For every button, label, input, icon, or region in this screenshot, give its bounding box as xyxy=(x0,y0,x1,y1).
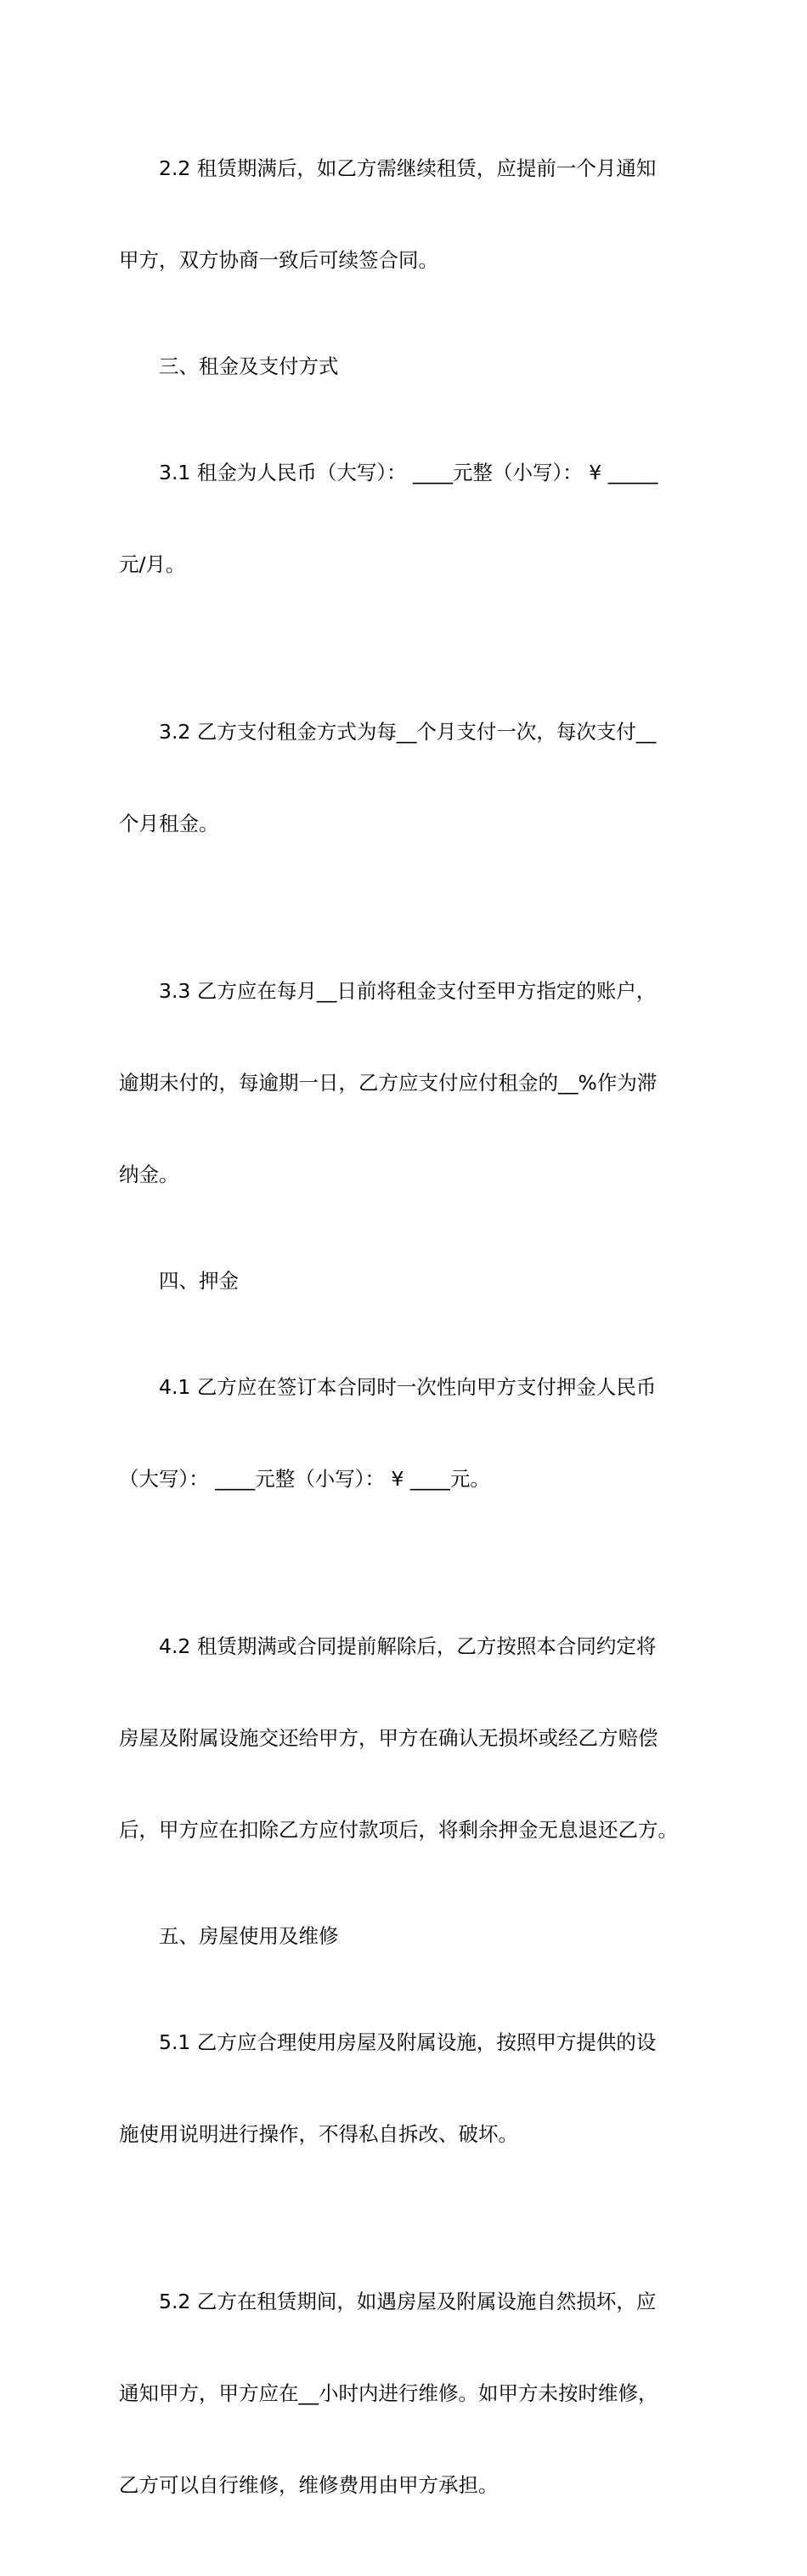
text-line: （大写）： ____元整（小写）： ¥ ____元。 xyxy=(119,1467,490,1491)
section-heading-use-repair xyxy=(119,1921,705,1951)
clause-3-2 xyxy=(119,655,705,900)
text-line: 施使用说明进行操作，不得私自拆改、破坏。 xyxy=(119,2122,518,2146)
clause-2-2 xyxy=(119,92,705,337)
text-line: 2.2 租赁期满后，如乙方需继续租赁，应提前一个月通知 xyxy=(159,156,657,180)
text-line: 5.1 乙方应合理使用房屋及附属设施，按照甲方提供的设 xyxy=(159,2030,657,2054)
clause-3-3 xyxy=(119,914,705,1251)
text-line: 甲方，双方协商一致后可续签合同。 xyxy=(119,248,438,272)
text-line: 个月租金。 xyxy=(119,812,219,835)
text-line: 逾期未付的，每逾期一日，乙方应支付应付租金的__%作为滞 xyxy=(119,1071,657,1095)
text-line: 纳金。 xyxy=(119,1163,179,1186)
text-line: 3.1 租金为人民币（大写）： ____元整（小写）： ¥ _____ xyxy=(159,461,658,484)
heading-text: 四、押金 xyxy=(159,1269,239,1293)
document-page xyxy=(119,92,705,2576)
text-line: 4.1 乙方应在签订本合同时一次性向甲方支付押金人民币 xyxy=(159,1375,657,1399)
clause-5-1 xyxy=(119,1966,705,2211)
section-heading-rent xyxy=(119,351,705,382)
text-line: 后，甲方应在扣除乙方应付款项后，将剩余押金无息退还乙方。 xyxy=(119,1818,678,1842)
text-line: 房屋及附属设施交还给甲方，甲方在确认无损坏或经乙方赔偿 xyxy=(119,1726,658,1750)
text-line: 4.2 租赁期满或合同提前解除后，乙方按照本合同约定将 xyxy=(159,1634,657,1658)
clause-5-2 xyxy=(119,2225,705,2562)
text-line: 3.3 乙方应在每月__日前将租金支付至甲方指定的账户， xyxy=(159,979,657,1003)
section-heading-deposit xyxy=(119,1265,705,1296)
text-line: 乙方可以自行维修，维修费用由甲方承担。 xyxy=(119,2473,499,2497)
clause-4-1 xyxy=(119,1311,705,1555)
heading-text: 三、租金及支付方式 xyxy=(159,354,339,378)
text-line: 5.2 乙方在租赁期间，如遇房屋及附属设施自然损坏，应 xyxy=(159,2290,657,2313)
clause-4-2 xyxy=(119,1570,705,1906)
text-line: 通知甲方，甲方应在__小时内进行维修。如甲方未按时维修， xyxy=(119,2381,658,2405)
text-line: 元/月。 xyxy=(119,552,186,576)
heading-text: 五、房屋使用及维修 xyxy=(159,1924,339,1948)
clause-3-1 xyxy=(119,396,705,641)
text-line: 3.2 乙方支付租金方式为每__个月支付一次，每次支付__ xyxy=(159,720,657,744)
